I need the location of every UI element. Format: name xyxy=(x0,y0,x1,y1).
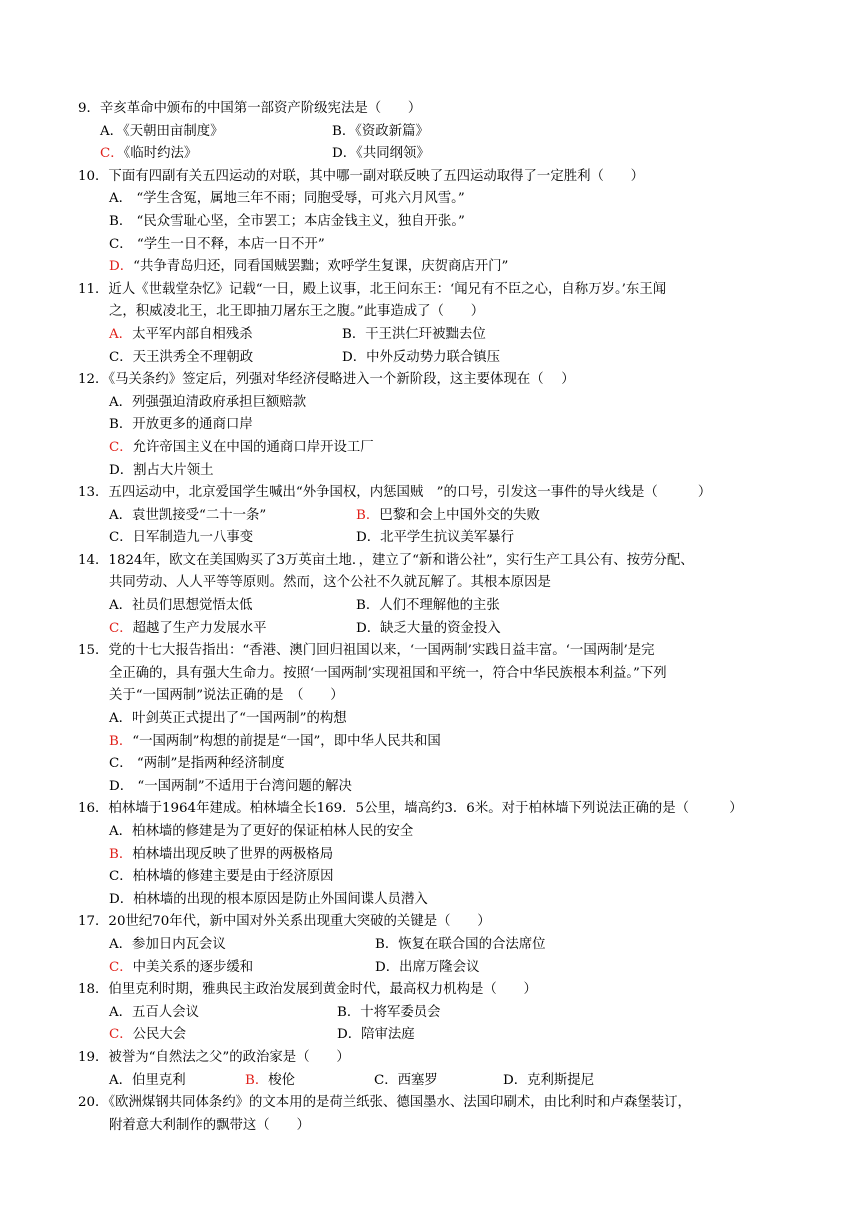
question-12 xyxy=(78,369,790,482)
options-row xyxy=(78,505,790,528)
question-17 xyxy=(78,911,790,979)
option-a: A． “学生含冤，属地三年不雨；同胞受辱，可兆六月风雪。” xyxy=(109,191,465,207)
question-stem: 15．党的十七大报告指出：“香港、澳门回归祖国以来，‘一国两制’实践日益丰富。‘一国两制’是完 xyxy=(78,643,655,659)
option-a: A．社员们思想觉悟太低 xyxy=(109,598,253,614)
option-b: B． “一国两制”构想的前提是“一国”，即中华人民共和国 xyxy=(78,731,790,754)
question-stem-cont: 关于“一国两制”说法正确的是 （ ） xyxy=(109,688,344,704)
options-row xyxy=(78,1002,790,1025)
options-row xyxy=(78,934,790,957)
option-c: C．天王洪秀全不理朝政 xyxy=(109,349,254,365)
answer-mark: A． xyxy=(109,326,133,342)
option-b: B． 柏林墙出现反映了世界的两极格局 xyxy=(78,844,790,867)
question-stem: 18．伯里克利时期，雅典民主政治发展到黄金时代，最高权力机构是（ ） xyxy=(78,982,537,998)
option-b: B．人们不理解他的主张 xyxy=(356,598,500,614)
options-row xyxy=(78,1070,790,1093)
question-10 xyxy=(78,166,790,279)
option-a: A．袁世凯接受“二十一条” xyxy=(109,507,267,523)
question-stem: 9．辛亥革命中颁布的中国第一部资产阶级宪法是（ ） xyxy=(78,101,422,116)
question-stem: 19．被誉为“自然法之父”的政治家是（ ） xyxy=(78,1049,350,1065)
question-stem-cont: 全正确的，具有强大生命力。按照‘一国两制’实现祖国和平统一，符合中华民族根本利益。”下列 xyxy=(109,665,667,681)
option-a: A．参加日内瓦会议 xyxy=(109,936,226,952)
option-c: C．《临时约法》 xyxy=(100,146,198,162)
option-b: B． “民众雪耻心坚，全市罢工；本店金钱主义，独自开张。” xyxy=(109,213,465,229)
options-row xyxy=(78,121,790,144)
answer-mark: B． xyxy=(109,733,133,749)
question-stem: 11．近人《世载堂杂忆》记载“一日，殿上议事，北王问东王：‘闻兄有不臣之心，自称万岁。’东王闻 xyxy=(78,281,667,297)
question-19 xyxy=(78,1047,790,1092)
answer-mark: D． xyxy=(109,259,134,275)
answer-mark: B． xyxy=(109,846,133,862)
option-b: B．开放更多的通商口岸 xyxy=(109,417,253,433)
question-stem: 14．1824年，欧文在美国购买了3万英亩土地．，建立了“新和谐公社”，实行生产工具公有、按劳分配、 xyxy=(78,552,694,568)
option-a: A．列强强迫清政府承担巨额赔款 xyxy=(109,394,307,410)
options-row xyxy=(78,527,790,550)
question-stem: 20．《欧洲煤钢共同体条约》的文本用的是荷兰纸张、德国墨水、法国印刷术，由比利时和卢森堡装订， xyxy=(78,1095,691,1111)
answer-mark: C． xyxy=(109,439,133,455)
option-c: C． “学生一日不释，本店一日不开” xyxy=(109,236,325,252)
option-c: C． 允许帝国主义在中国的通商口岸开设工厂 xyxy=(78,437,790,460)
option-d: D．缺乏大量的资金投入 xyxy=(356,620,501,636)
option-c: C．柏林墙的修建主要是由于经济原因 xyxy=(109,869,334,885)
options-row xyxy=(78,1024,790,1047)
option-d: D．中外反动势力联合镇压 xyxy=(342,349,501,365)
answer-mark: C． xyxy=(109,959,133,975)
option-c: C．超越了生产力发展水平 xyxy=(109,620,267,636)
option-d: D．克利斯提尼 xyxy=(503,1072,595,1088)
option-a: A．伯里克利 xyxy=(109,1072,186,1088)
question-stem: 12．《马关条约》签定后，列强对华经济侵略进入一个新阶段，这主要体现在（ ） xyxy=(78,372,575,388)
options-row xyxy=(78,595,790,618)
option-c: C．日军制造九一八事变 xyxy=(109,530,254,546)
question-9 xyxy=(78,98,790,166)
option-c: C． “两制”是指两种经济制度 xyxy=(109,756,285,772)
option-c: C．公民大会 xyxy=(109,1027,187,1043)
options-row xyxy=(78,618,790,641)
question-13 xyxy=(78,482,790,550)
option-a: A．五百人会议 xyxy=(109,1004,200,1020)
question-stem: 10．下面有四副有关五四运动的对联，其中哪一副对联反映了五四运动取得了一定胜利（ ） xyxy=(78,168,645,184)
option-b: B．《资政新篇》 xyxy=(332,123,429,139)
option-b: B．巴黎和会上中国外交的失败 xyxy=(356,507,540,523)
option-c: C．中美关系的逐步缓和 xyxy=(109,959,254,975)
option-a: A．太平军内部自相残杀 xyxy=(109,326,253,342)
question-stem-cont: 共同劳动、人人平等等原则。然而，这个公社不久就瓦解了。其根本原因是 xyxy=(109,575,551,591)
option-a: A．《天朝田亩制度》 xyxy=(100,123,224,139)
question-stem: 13．五四运动中，北京爱国学生喊出“外争国权，内惩国贼 ”的口号，引发这一事件的导火线是（ ） xyxy=(78,485,712,501)
option-a: A．叶剑英正式提出了“一国两制”的构想 xyxy=(109,711,347,727)
option-d: D．陪审法庭 xyxy=(337,1027,415,1043)
question-20 xyxy=(78,1092,790,1137)
option-b: B．干王洪仁玕被黜去位 xyxy=(342,326,486,342)
answer-mark: C． xyxy=(109,620,133,636)
question-stem-cont: 之，积威凌北王，北王即抽刀屠东王之腹。”此事造成了（ ） xyxy=(109,304,485,320)
option-d: D．北平学生抗议美军暴行 xyxy=(356,530,515,546)
option-d: D．柏林墙的出现的根本原因是防止外国间谍人员潜入 xyxy=(109,891,428,907)
option-b: B．恢复在联合国的合法席位 xyxy=(375,936,546,952)
option-d: D．出席万隆会议 xyxy=(375,959,480,975)
option-b: B．十将军委员会 xyxy=(337,1004,441,1020)
options-row xyxy=(78,143,790,166)
option-b: B．梭伦 xyxy=(245,1072,296,1088)
answer-mark: C． xyxy=(100,146,124,162)
question-18 xyxy=(78,979,790,1047)
options-row xyxy=(78,957,790,980)
option-d: D．《共同纲领》 xyxy=(332,146,430,162)
answer-mark: B． xyxy=(245,1072,269,1088)
option-d: D．割占大片领土 xyxy=(109,462,214,478)
option-c: C．西塞罗 xyxy=(374,1072,438,1088)
question-11 xyxy=(78,279,790,369)
option-d: D． “共争青岛归还，同看国贼罢黜；欢呼学生复课，庆贺商店开门” xyxy=(78,256,790,279)
question-stem: 16．柏林墙于1964年建成。柏林墙全长169．5公里，墙高约3．6米。对于柏林墙下列说法正确的是（ ） xyxy=(78,801,743,817)
question-16 xyxy=(78,798,790,911)
answer-mark: C． xyxy=(109,1027,133,1043)
options-row xyxy=(78,347,790,370)
option-d: D． “一国两制”不适用于台湾问题的解决 xyxy=(109,778,352,794)
answer-mark: B． xyxy=(356,507,380,523)
question-stem: 17．20世纪70年代，新中国对外关系出现重大突破的关键是（ ） xyxy=(78,914,491,930)
exam-page xyxy=(78,98,790,1137)
question-14 xyxy=(78,550,790,640)
options-row xyxy=(78,324,790,347)
question-15 xyxy=(78,640,790,798)
question-stem-cont: 附着意大利制作的飘带这（ ） xyxy=(109,1117,310,1133)
option-a: A．柏林墙的修建是为了更好的保证柏林人民的安全 xyxy=(109,824,414,839)
